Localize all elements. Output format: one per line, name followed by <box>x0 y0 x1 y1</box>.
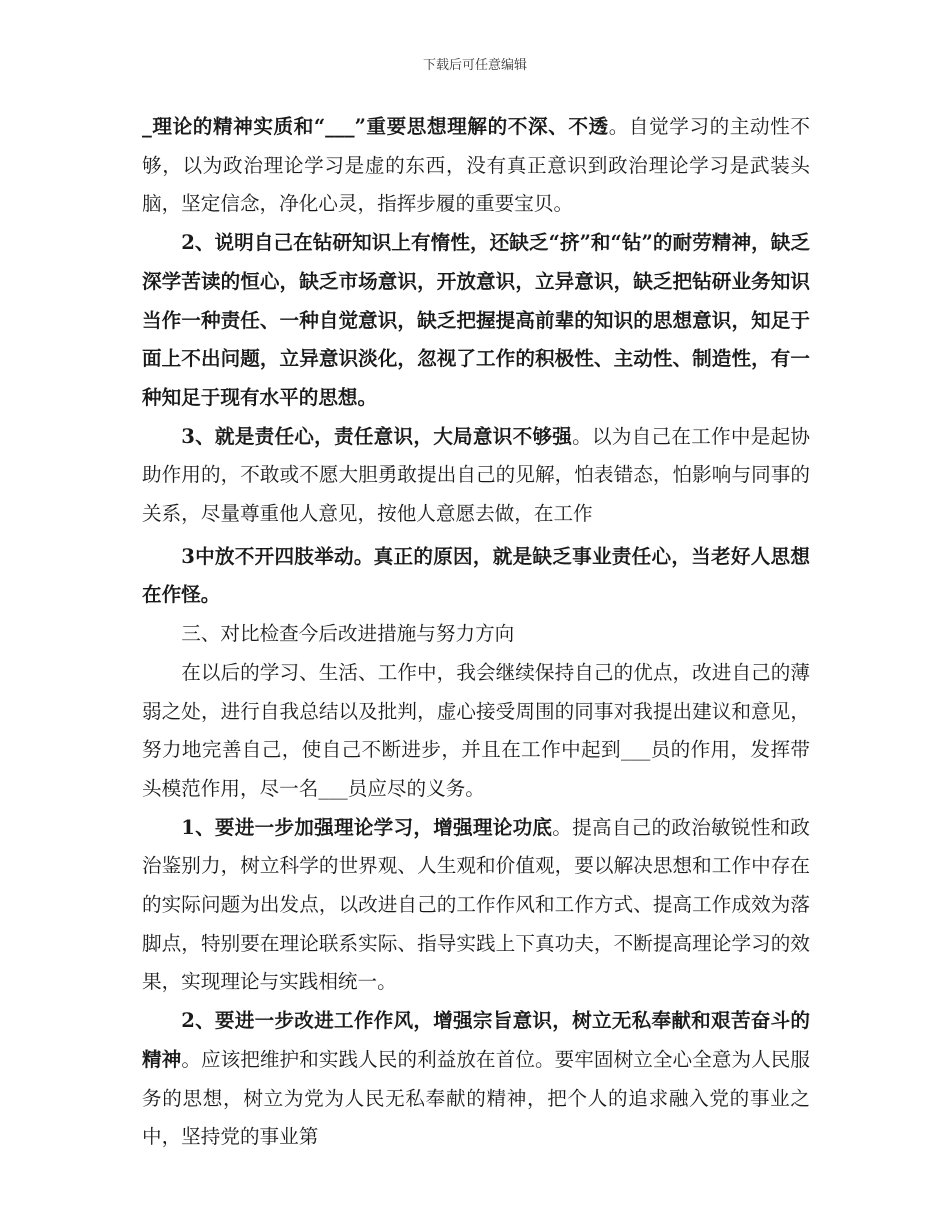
paragraph-8 <box>142 1002 810 1157</box>
paragraph-4 <box>142 538 810 615</box>
paragraph-7-bold: 1、要进一步加强理论学习，增强理论功底 <box>181 815 553 839</box>
section-heading <box>142 615 810 654</box>
paragraph-3-bold: 3、就是责任心，责任意识，大局意识不够强 <box>181 424 573 448</box>
paragraph-4-bold: 3中放不开四肢举动。真正的原因，就是缺乏事业责任心，当老好人思想在作怪。 <box>142 544 810 607</box>
paragraph-1 <box>142 108 810 224</box>
paragraph-1-bold: _理论的精神实质和“___”重要思想理解的不深、不透 <box>142 115 609 138</box>
page-header: 下载后可任意编辑 <box>422 58 527 73</box>
section-heading-text: 三、对比检查今后改进措施与努力方向 <box>181 622 515 646</box>
paragraph-8-text: 。应该把维护和实践人民的利益放在首位。要牢固树立全心全意为人民服务的思想，树立为党为人民无私奉献的精神，把个人的追求融入党的事业之中，坚持党的事业第 <box>142 1047 811 1149</box>
paragraph-8-bold: 2、要进一步改进工作作风，增强宗旨意识，树立无私奉献和艰苦奋斗的精神 <box>142 1009 810 1071</box>
paragraph-1-text: 。自觉学习的主动性不够，以为政治理论学习是虚的东西，没有真正意识到政治理论学习是武装头脑，坚定信念，净化心灵，指挥步履的重要宝贝。 <box>142 115 810 216</box>
paragraph-6 <box>142 654 810 809</box>
paragraph-3 <box>142 418 810 534</box>
paragraph-2-bold: 2、说明自己在钻研知识上有惰性，还缺乏“挤”和“钻”的耐劳精神，缺乏深学苦读的恒心，缺乏市场意识，开放意识，立异意识，缺乏把钻研业务知识当作一种责任、一种自觉意识，缺乏把握提高前辈的知识的思想意识，知足于面上不出问题，立异意识淡化，忽视了工作的积极性、主动性、制造性，有一种知足于现有水平的思想。 <box>142 231 810 409</box>
paragraph-7-text: 。提高自己的政治敏锐性和政治鉴别力，树立科学的世界观、人生观和价值观，要以解决思想和工作中存在的实际问题为出发点，以改进自己的工作作风和工作方式、提高工作成效为落脚点，特别要在理论联系实际、指导实践上下真功夫，不断提高理论学习的效果，实现理论与实践相统一。 <box>142 815 811 994</box>
paragraph-2 <box>142 224 810 418</box>
paragraph-6-text: 在以后的学习、生活、工作中，我会继续保持自己的优点，改进自己的薄弱之处，进行自我总结以及批判，虚心接受周围的同事对我提出建议和意见，努力地完善自己，使自己不断进步，并且在工作中起到___员的作用，发挥带头模范作用，尽一名___员应尽的义务。 <box>142 660 810 800</box>
paragraph-7 <box>142 809 810 1003</box>
document-body <box>142 108 810 1157</box>
paragraph-3-text: 。以为自己在工作中是起协助作用的，不敢或不愿大胆勇敢提出自己的见解，怕表错态，怕影响与同事的关系，尽量尊重他人意见，按他人意愿去做，在工作 <box>142 424 811 526</box>
